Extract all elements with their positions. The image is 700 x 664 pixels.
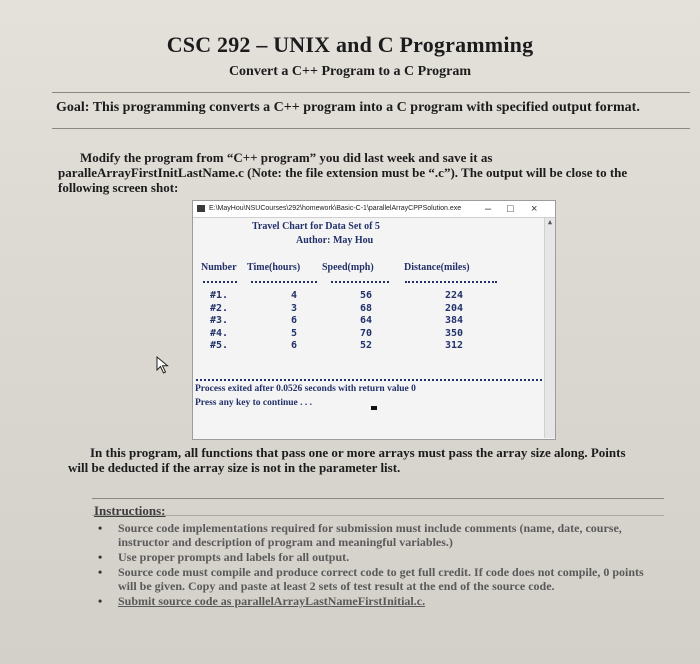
column-number (210, 290, 228, 353)
instructions-heading: Instructions: (94, 503, 166, 518)
cell-distance: 204 (444, 302, 464, 314)
column-time (284, 290, 304, 353)
close-icon[interactable]: × (531, 203, 538, 215)
instruction-text: Use proper prompts and labels for all output. (118, 550, 350, 564)
bullet-icon: • (98, 521, 103, 535)
column-header-time: Time(hours) (247, 262, 301, 273)
press-key-line: Press any key to continue . . . (195, 398, 312, 408)
cell-speed: 64 (359, 315, 373, 326)
cell-time: 5 (290, 327, 298, 339)
divider-speed (331, 281, 389, 283)
console-app-icon (197, 205, 205, 212)
arrays-paragraph-text: In this program, all functions that pass one or more arrays must pass the array size along. Points will be deducted if the array size is not in the parameter list. (68, 445, 626, 475)
cell-distance: 384 (444, 315, 464, 326)
cell-distance: 312 (444, 340, 464, 351)
cell-time: 6 (290, 315, 298, 326)
instructions-list (92, 521, 652, 609)
cell-number: #2. (210, 302, 229, 314)
console-window-title: E:\MayHou\NSUCourses\292\homework\Basic-C-1\parallelArrayCPPSolution.exe (209, 205, 462, 212)
scroll-up-icon[interactable]: ▲ (547, 218, 553, 226)
console-cursor (371, 406, 377, 410)
goal-text: Goal: This programming converts a C++ program into a C program with specified output format. (56, 100, 640, 115)
column-header-distance: Distance(miles) (404, 262, 470, 273)
console-titlebar (193, 201, 555, 218)
page-subtitle: Convert a C++ Program to a C Program (228, 64, 472, 79)
maximize-icon[interactable]: □ (507, 203, 514, 215)
console-author: Author: May Hou (296, 235, 374, 246)
cell-number: #3. (210, 315, 229, 326)
column-header-number: Number (201, 262, 237, 273)
instruction-item (92, 521, 652, 549)
modify-paragraph-text: Modify the program from “C++ program” you did last week and save it as paralleArrayFirstInitLastName.c (Note: the file extension must be “.c”). The output will be close to the following screen shot: (58, 150, 628, 195)
cell-number: #4. (210, 327, 229, 339)
goal-box (52, 92, 690, 129)
arrays-paragraph (68, 445, 638, 475)
bullet-icon: • (98, 565, 103, 579)
cell-speed: 56 (359, 290, 373, 301)
cell-number: #1. (210, 290, 229, 301)
divider-distance (405, 281, 497, 283)
bullet-icon: • (98, 594, 103, 608)
minimize-icon[interactable]: – (485, 203, 492, 215)
instructions-rule (92, 515, 664, 516)
cell-distance: 350 (444, 327, 464, 339)
cell-speed: 68 (359, 302, 373, 314)
modify-paragraph (58, 150, 648, 195)
cell-speed: 52 (359, 340, 373, 351)
column-distance (441, 290, 467, 353)
cell-time: 6 (290, 340, 298, 351)
cell-number: #5. (210, 340, 229, 351)
instructions-box (92, 498, 664, 651)
cell-time: 4 (290, 290, 298, 301)
instruction-item (92, 550, 652, 564)
mouse-pointer-icon (156, 356, 170, 374)
cell-speed: 70 (359, 327, 373, 339)
process-exit-line: Process exited after 0.0526 seconds with return value 0 (195, 384, 416, 394)
instruction-item (92, 565, 652, 593)
cell-distance: 224 (444, 290, 464, 301)
console-scrollbar[interactable] (544, 218, 555, 438)
bullet-icon: • (98, 550, 103, 564)
divider-time (251, 281, 317, 283)
column-speed (354, 290, 378, 353)
page-title: CSC 292 – UNIX and C Programming (166, 32, 534, 57)
instruction-text: Submit source code as parallelArrayLastNameFirstInitial.c. (118, 594, 426, 608)
divider-number (203, 281, 237, 283)
instruction-text: Source code implementations required for submission must include comments (name, date, course, instructor and description of program and meaningful variables.) (118, 521, 622, 549)
instruction-text: Source code must compile and produce correct code to get full credit. If code does not compile, 0 points will be given. Copy and paste at least 2 sets of test result at the end of the source code. (118, 565, 644, 593)
process-divider (196, 379, 542, 381)
cell-time: 3 (290, 302, 298, 314)
console-heading: Travel Chart for Data Set of 5 (252, 221, 380, 232)
instruction-item (92, 594, 652, 608)
column-header-speed: Speed(mph) (322, 262, 374, 273)
